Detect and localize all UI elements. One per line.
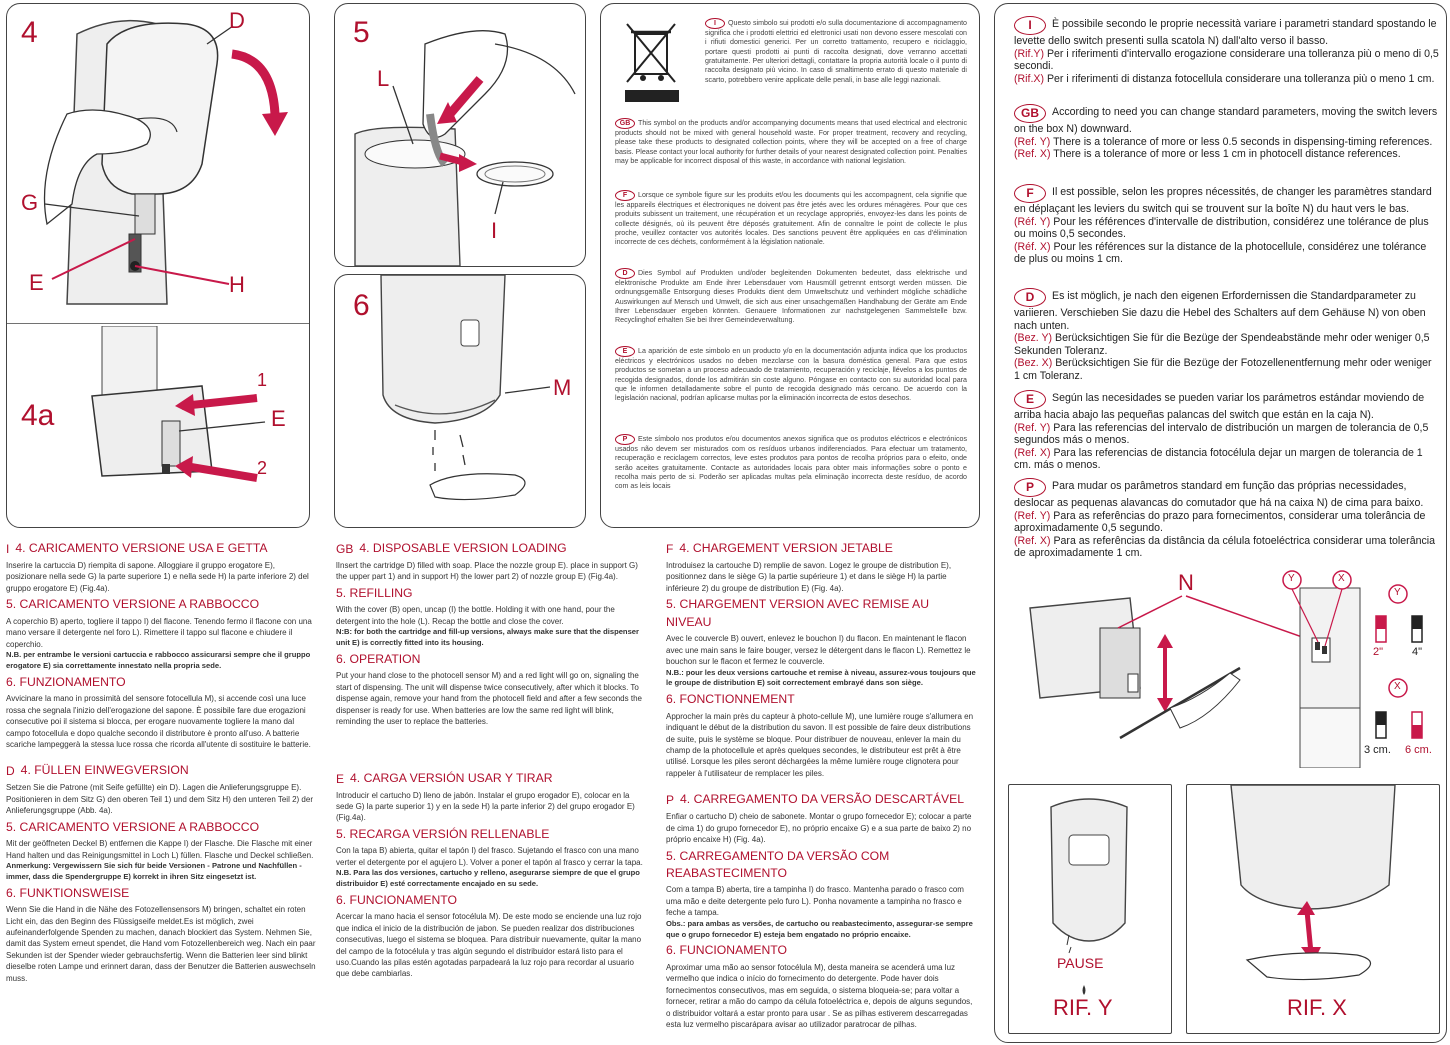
section-body: Introducir el cartucho D) lleno de jabón. Instalar el grupo erogador E), colocar en la sede G) la parte superior 1) y en la sede H) la parte inferior 2) del grupo erogador E) (Fig.4a). xyxy=(336,790,635,823)
section-body: Setzen Sie die Patrone (mit Seife gefüllte) ein D). Lagen die Anlieferungsgruppe E). Positionieren in dem Sitz G) den oberen Teil 1) und dem Sitz H) den unteren Teil 2) der Anlieferungsgruppe (Abb. 4a). xyxy=(6,783,313,816)
disposal-text-F-body: Lorsque ce symbole figure sur les produits et/ou les documents qui les accompagnent, cela signifie que les appareils électriques et électroniques ne doivent pas être jetés avec les ordures ménagères. Pour que ces produits subissent un traitement, une récupération et un recyclage appropriés, envoyez-les dans les points de collecte désignés, où ils peuvent être déposés gratuitement. Afin de connaître le point de collecte le plus proche, veuillez contacter vos autorités locales. Des sanctions peuvent être appliquées en cas d'élimination incorrecte de ces déchets, conformément à la législation nationale. xyxy=(615,191,967,247)
config-main-F: Il est possible, selon les propres nécessités, de changer les paramètres standard en déplaçant les leviers du switch qui se trouvent sur la boîte N) du haut vers le bas. xyxy=(1014,186,1432,215)
ref-text: Per i riferimenti d'intervallo erogazione considerare una tolleranza più o meno di 0,5 secondi. xyxy=(1014,47,1439,72)
ref-text: Berücksichtigen Sie für die Bezüge der Spendeabstände mehr oder weniger 0,5 Sekunden Toleranz. xyxy=(1014,332,1430,357)
section-note: Obs.: para ambas as versões, de cartucho ou reabastecimento, assegurar-se sempre que o grupo fornecedor E) esteja bem engatado no próprio encaixe. xyxy=(666,918,973,939)
section-body: Enfiar o cartucho D) cheio de sabonete. Montar o grupo fornecedor E); colocar a parte de cima 1) do grupo fornecedor E), no próprio encaixe G) e a sua parte de baixo 2) no próprio encaixe H) (Fig. 4a). xyxy=(666,812,972,845)
disposal-text-E xyxy=(615,346,967,404)
section-heading: 5. RECARGA VERSIÓN RELLENABLE xyxy=(336,826,550,841)
label-X-right: X xyxy=(1394,681,1401,692)
instructions-column-1 xyxy=(6,538,316,984)
section-heading xyxy=(6,762,316,780)
section-heading xyxy=(666,791,976,809)
section-heading: 6. FUNKTIONSWEISE xyxy=(6,885,130,900)
disposal-text-I-body: Questo simbolo sui prodotti e/o sulla documentazione di accompagnamento significa che i prodotti elettrici ed elettronici usati non devono essere mescolati con i rifiuti domestici generici. Per un corretto trattamento, recupero e riciclaggio, portare questi prodotti ai punti di raccolta designati, dove verranno accettati gratuitamente. Per ulteriori dettagli, contattare la propria autorità locale o il punto di raccolta designato più vicino. In caso di smaltimento errato di questo materiale di scarto, potrebbero venire applicate delle penali, in base alle leggi nazionali. xyxy=(705,19,967,84)
section-title: 4. FÜLLEN EINWEGVERSION xyxy=(20,763,189,778)
section-note: N.B. per entrambe le versioni cartuccia e rabbocco assicurarsi sempre che il gruppo erogatore E) sia correttamente innestato nella propria sede. xyxy=(6,650,311,670)
section-heading xyxy=(336,770,646,788)
label-E: E xyxy=(29,270,44,295)
section-body: Avvicinare la mano in prossimità del sensore fotocellula M), si accende così una luce rossa che segnala l'inizio dell'erogazione del sapone. È possibile fare due erogazioni consecutive poi il sistema si blocca, per erogare nuovamente togliere la mano dal campo fotocellula e dopo qualche secondo il distributore è pronto all'uso. A batterie scariche lampeggerà la stessa luce rossa che ricorda all'utente di sostituire le batterie. xyxy=(6,694,311,749)
ref-label: (Ref. Y) xyxy=(1014,135,1051,148)
ref-label: (Ref. X) xyxy=(1014,534,1051,547)
label-I: I xyxy=(491,218,498,243)
y-switch-right-value: 4" xyxy=(1412,646,1423,658)
label-L: L xyxy=(377,66,390,91)
instructions-column-3 xyxy=(666,538,976,1031)
ref-label: (Bez. Y) xyxy=(1014,332,1053,344)
section-heading: 6. OPERATION xyxy=(336,651,421,666)
lang-tag-GB: GB xyxy=(336,542,354,556)
x-switch-left-value: 3 cm. xyxy=(1364,744,1391,756)
section-heading: 5. REFILLING xyxy=(336,585,413,600)
section-title: 4. DISPOSABLE VERSION LOADING xyxy=(359,541,567,555)
label-1: 1 xyxy=(257,370,268,390)
ref-label: (Réf. Y) xyxy=(1014,215,1051,228)
section-heading: 5. CARREGAMENTO DA VERSÃO COM REABASTECIMENTO xyxy=(666,848,890,880)
label-Y-right: Y xyxy=(1394,587,1401,598)
section-title: 4. CARGA VERSIÓN USAR Y TIRAR xyxy=(350,770,553,785)
figure-panel-6 xyxy=(334,274,586,528)
lang-tag-E: E xyxy=(1014,390,1046,409)
section-body: Inserire la cartuccia D) riempita di sapone. Alloggiare il gruppo erogatore E), posizionare nella sede G) la parte superiore 1) e nella sede H) la parte inferiore 2) del gruppo erogatore E) (Fig.4a). xyxy=(6,561,309,593)
section-heading: 5. CARICAMENTO VERSIONE A RABBOCCO xyxy=(6,819,260,834)
lang-tag-F: F xyxy=(666,542,674,556)
ref-text: There is a tolerance of more or less 0.5 seconds in dispensing-timing references. xyxy=(1053,135,1433,148)
disposal-text-E-body: La aparición de este simbolo en un producto y/o en la documentación adjunta indica que los productos eléctricos y electrónicos usados no deben mezclarse con la basura doméstica general. Para que estos productos se sometan a un proceso adecuado de tratamiento, recuperación y reciclaje, llévelos a los puntos de recogida designados, donde los admitirán sin coste alguno. Póngase en contacto con su autoridad local para que le informen detalladamente sobre el punto de recogida designado más cercano. De acuerdo con la legislación nacional, podrían aplicarse multas por la eliminación incorrecta de estos desechos. xyxy=(615,347,967,403)
ref-text: Per i riferimenti di distanza fotocellula considerare una tolleranza più o meno 1 cm. xyxy=(1046,72,1435,85)
config-main-GB: According to need you can change standard parameters, moving the switch levers on the box N) downward. xyxy=(1014,106,1438,135)
section-body: Approcher la main près du capteur à photo-cellule M), une lumière rouge s'allumera en indiquant le début de la distribution du savon. Il est possible de faire deux distributions de suite, puis le système se bloque. Pour distribuer de nouveau, enlever la main du champ de la photocellule et après quelques secondes, le distributeur est prêt à être utilisé. Lorsque les piles seront déchargées la même lumière rouge clignotera pour rappeler à l'utilisateur de remplacer les piles. xyxy=(666,711,974,778)
figure-4a-illustration xyxy=(7,326,309,526)
ref-label: (Ref. Y) xyxy=(1014,509,1051,522)
section-title: 4. CARICAMENTO VERSIONE USA E GETTA xyxy=(15,541,268,555)
ref-text: Berücksichtigen Sie für die Bezüge der Fotozellenentfernung mehr oder weniger 1 cm Toleranz. xyxy=(1014,357,1432,382)
lang-tag-P: P xyxy=(615,434,635,445)
pause-label: PAUSE xyxy=(1057,955,1104,971)
config-main-P: Para mudar os parâmetros standard em função das próprias necessidades, deslocar as pequenas alavancas do comutador que há na caixa N) de cima para baixo. xyxy=(1014,480,1424,509)
ref-text: Para as referências da distância da célula fotoeléctrica considerar uma tolerância de aproximadamente 1 cm. xyxy=(1014,534,1436,559)
section-heading: 6. FONCTIONNEMENT xyxy=(666,692,795,707)
section-note: N.B. Para las dos versiones, cartucho y relleno, asegurarse siempre de que el grupo distribuidor E) esté correctamente encajado en su sede. xyxy=(336,868,640,888)
label-M: M xyxy=(553,375,572,400)
section-heading: 5. CARICAMENTO VERSIONE A RABBOCCO xyxy=(6,597,260,612)
lang-tag-I: I xyxy=(6,542,10,556)
x-switch-right-value: 6 cm. xyxy=(1405,744,1432,756)
label-X-top: X xyxy=(1338,573,1345,584)
ref-label: (Rif.Y) xyxy=(1014,47,1045,60)
rif-x-panel xyxy=(1186,784,1440,1034)
lang-tag-D: D xyxy=(1014,288,1046,307)
disposal-text-I xyxy=(705,18,967,85)
rif-y-label: RIF. Y xyxy=(1053,995,1113,1020)
section-heading: 6. FUNCIONAMENTO xyxy=(666,943,787,958)
config-main-I: È possibile secondo le proprie necessità variare i parametri standard spostando le levette dello switch presenti sulla scatola N) dall'alto verso il basso. xyxy=(1014,18,1437,47)
lang-tag-F: F xyxy=(1014,184,1046,203)
lang-tag-E: E xyxy=(336,771,345,786)
ref-text: Para as referências do prazo para fornecimentos, considerar uma tolerância de aproximadamente 0,5 segundo. xyxy=(1014,509,1426,534)
ref-label: (Rif.X) xyxy=(1014,72,1045,85)
lang-tag-D: D xyxy=(615,268,635,279)
ref-text: Pour les références d'intervalle de distribution, considérez une tolérance de plus ou moins 0,5 secondes. xyxy=(1014,215,1429,240)
section-note: N.B.: pour les deux versions cartouche et remise à niveau, assurez-vous toujours que le groupe de distribution E) soit correctement embrayé dans son siège. xyxy=(666,667,976,688)
section-heading: 6. FUNZIONAMENTO xyxy=(6,674,126,689)
section-body: Put your hand close to the photocell sensor M) and a red light will go on, signaling the start of dispensing. The unit will dispense twice consecutively, after which it blocks. To dispense again, remove your hand from the photocell field and after a few seconds the dispenser is ready for use. When batteries are low the same red light will blink, reminding the user to replace the batteries. xyxy=(336,671,642,727)
lang-tag-GB: GB xyxy=(615,118,635,129)
figure-number-6: 6 xyxy=(353,289,370,322)
section-heading xyxy=(666,540,976,558)
section-heading xyxy=(336,540,646,558)
config-text-I xyxy=(1014,16,1440,85)
ref-label: (Bez. X) xyxy=(1014,357,1053,369)
section-body: Mit der geöffneten Deckel B) entfernen die Kappe I) der Flasche. Die Flasche mit einer Hand halten und das Reinigungsmittel in Loch L) füllen. Flasche und Deckel schließen. xyxy=(6,839,314,860)
lang-tag-F: F xyxy=(615,190,635,201)
section-heading: 6. FUNCIONAMENTO xyxy=(336,892,457,907)
label-N: N xyxy=(1178,570,1194,595)
config-main-D: Es ist möglich, je nach den eigenen Erfordernissen die Standardparameter zu variieren. Verschieben Sie dazu die Hebel des Schalters auf dem Gehäuse N) von oben nach unten. xyxy=(1014,290,1426,332)
figure-5-illustration xyxy=(335,4,585,266)
lang-tag-D: D xyxy=(6,764,15,779)
config-text-P xyxy=(1014,478,1440,560)
wheelie-bin-crossed-icon xyxy=(621,18,681,108)
section-body: With the cover (B) open, uncap (I) the bottle. Holding it with one hand, pour the detergent into the hole (L). Recap the bottle and close the cover. xyxy=(336,605,615,626)
disposal-text-GB xyxy=(615,118,967,166)
figure-panel-5 xyxy=(334,3,586,267)
section-body: lInsert the cartridge D) filled with soap. Place the nozzle group E). place in support G) the upper part 1) and in support H) the lower part 2) of nozzle group E) (Fig.4a). xyxy=(336,561,638,582)
section-body: Avec le couvercle B) ouvert, enlevez le bouchon I) du flacon. En maintenant le flacon avec une main sans le faire bouger, versez le détergent dans le flacon L). Remettez le bouchon sur le flacon et fermez le couvercle. xyxy=(666,634,971,667)
label-G: G xyxy=(21,190,39,215)
ref-label: (Réf. X) xyxy=(1014,240,1051,253)
config-text-F xyxy=(1014,184,1440,266)
label-Y-top: Y xyxy=(1288,573,1295,584)
label-D: D xyxy=(229,8,245,33)
ref-text: Pour les références sur la distance de la photocellule, considérez une tolérance de plus ou moins 1 cm. xyxy=(1014,240,1427,265)
ref-text: Para las referencias del intervalo de distribución un margen de tolerancia de 0,5 segundos más o menos. xyxy=(1014,421,1429,446)
ref-text: There is a tolerance of more or less 1 cm in photocell distance references. xyxy=(1053,148,1401,160)
disposal-text-D xyxy=(615,268,967,326)
section-heading xyxy=(6,540,316,558)
figure-6-illustration xyxy=(335,275,585,527)
figure-4-illustration xyxy=(7,4,309,324)
disposal-panel xyxy=(600,3,980,528)
section-heading: 5. CHARGEMENT VERSION AVEC REMISE AU NIVEAU xyxy=(666,597,929,629)
lang-tag-P: P xyxy=(1014,478,1046,497)
config-text-GB xyxy=(1014,104,1440,161)
disposal-text-D-body: Dies Symbol auf Produkten und/oder begleitenden Dokumenten bedeutet, dass elektrische und elektronische Produkte am Ende ihrer Lebensdauer vom Hausmüll getrennt entsorgt werden müssen. Die ordnungsgemäße Entsorgung dieses Produkts dient dem Umweltschutz und verhindert mögliche schädliche Auswirkungen auf Mensch und Umwelt, die sich aus einer unsachgemäßen Handhabung der Geräte am Ende Ihrer Lebensdauer ergeben könnten. Genauere Informationen zur nachstgelegenen Sammelstelle bzw. Recyclinghof erhalten Sie bei Ihrer Gemeindeverwaltung. xyxy=(615,269,967,325)
figure-number-5: 5 xyxy=(353,16,370,49)
label-2: 2 xyxy=(257,458,268,478)
lang-tag-E: E xyxy=(615,346,635,357)
section-body: Introduisez la cartouche D) remplie de savon. Logez le groupe de distribution E), positionnez dans le siège G) la partie supérieure 1) et dans le siège H) la partie inférieure 2) du groupe de distribution E) (Fig. 4a). xyxy=(666,561,952,593)
section-note: Anmerkung: Vergewissern Sie sich für beide Versionen - Patrone und Nachfüllen - immer, dass die Spendergruppe E) korrekt in ihren Sitz eingesetzt ist. xyxy=(6,861,302,881)
y-switch-left-value: 2" xyxy=(1373,646,1384,658)
figure-number-4a: 4a xyxy=(21,399,55,432)
rif-x-label: RIF. X xyxy=(1287,995,1347,1020)
config-text-D xyxy=(1014,288,1440,382)
disposal-text-GB-body: This symbol on the products and/or accompanying documents means that used electrical and electronic products should not be mixed with general household waste. For proper treatment, recovery and recycling, please take these products to designated collection points, where they will be accepted on a free of charge basis. Please contact your local authority for further details of your nearest designated collection point. Penalties may be applicable for incorrect disposal of this waste, in accordance with national legislation. xyxy=(615,119,967,166)
section-body: Acercar la mano hacia el sensor fotocélula M). De este modo se enciende una luz rojo que indica el inicio de la distribución de jabon. Se pueden realizar dos distribuciones consecutivas, luego el sistema se bloquea. Para distribuir nuevamente, quitar la mano del campo de la fotocélula y tras algún segundo el distribuidor estará listo para el uso.Cuando las pilas estén agotadas parpadeará la luz rojo para recordar al usuario que debe cambiarlas. xyxy=(336,912,642,979)
section-body: Con la tapa B) abierta, quitar el tapón I) del frasco. Sujetando el frasco con una mano verter el detergente por el agujero L). Volver a poner el tapón al frasco y cerrar la tapa. xyxy=(336,846,643,867)
section-body: Wenn Sie die Hand in die Nähe des Fotozellensensors M) bringen, schaltet ein roten Licht ein, das den Beginn des Flüssigseife meldet.Es ist möglich, zwei aufeinanderfolgende Spenden zu machen, danach blockiert das System. Nehmen Sie, damit das System erneut spendet, die Hand vom Fotozellenbereich weg. Nach ein paar Sekunden ist der Spender wieder gebrauchsfertig. Wenn die Batterien leer sind blinkt dieselbe roten Lampe und erinnert daran, dass der Benutzer die Batterien auswechseln muss. xyxy=(6,905,316,983)
disposal-text-P xyxy=(615,434,967,492)
rif-y-panel xyxy=(1008,784,1172,1034)
label-H: H xyxy=(229,272,245,297)
ref-label: (Ref. X) xyxy=(1014,446,1051,459)
section-note: N:B: for both the cartridge and fill-up versions, always make sure that the dispenser unit E) is correctly fitted into its housing. xyxy=(336,627,639,648)
label-E-4a: E xyxy=(271,406,286,431)
lang-tag-I: I xyxy=(1014,16,1046,35)
disposal-text-F xyxy=(615,190,967,248)
section-body: A coperchio B) aperto, togliere il tappo I) del flacone. Tenendo fermo il flacone con una mano versare il detergente nel foro L). Rimettere il tappo sul flacone e chiudere il coperchio. xyxy=(6,616,312,649)
section-body: Com a tampa B) aberta, tire a tampinha I) do frasco. Mantenha parado o frasco com uma mão e deite detergente pelo furo L). Ponha novamente a tampinha no frasco e feche a tampa. xyxy=(666,885,964,918)
ref-text: Para las referencias de distancia fotocélula dejar un margen de tolerancia de 1 cm. más o menos. xyxy=(1014,446,1423,471)
figure-panel-4 xyxy=(6,3,310,528)
figure-number-4: 4 xyxy=(21,16,38,49)
disposal-text-P-body: Este símbolo nos produtos e/ou documentos anexos significa que os produtos eléctricos e electrónicos usados não devem ser misturados com os resíduos urbanos indiferenciados. Para efectuar um tratamento, recuperação e reciclagem correctos, leve estes produtos para pontos de recolha próprios para o efeito, onde serão aceites gratuitamente. Contacte as autoridades locais para obter mais informações sobre o ponto e recolha mais perto de si. Poderão ser aplicadas multas pela eliminação incorrecta deste resíduo, de acordo com as leis locais xyxy=(615,435,967,491)
section-body: Aproximar uma mão ao sensor fotocélula M), desta maneira se acenderá uma luz vermelho que indica o início do fornecimento do detergente. Pode haver dois fornecimentos consecutivos, mas em seguida, o sistema bloqueia-se; para voltar a fornecer, retirar a mão do campo da célula fotoeléctrica e, depois de alguns segundos, o distribuidor voltará a estar pronto para usar . Se as pilhas estiverem descarregadas esta luz vermelho piscarápara avisar ao utilizador paratrocar de pilhas. xyxy=(666,962,973,1030)
ref-label: (Ref. Y) xyxy=(1014,421,1051,434)
config-text-E xyxy=(1014,390,1440,472)
switch-diagram xyxy=(1000,568,1440,768)
lang-tag-GB: GB xyxy=(1014,104,1046,123)
config-main-E: Según las necesidades se pueden variar los parámetros estándar moviendo de arriba hacia abajo las pequeñas palancas del switch que están en la caja N). xyxy=(1014,392,1425,421)
section-title: 4. CARREGAMENTO DA VERSÃO DESCARTÁVEL xyxy=(680,792,965,807)
ref-label: (Ref. X) xyxy=(1014,148,1051,160)
lang-tag-P: P xyxy=(666,793,675,808)
instructions-column-2 xyxy=(336,538,646,980)
lang-tag-I: I xyxy=(705,18,725,29)
section-title: 4. CHARGEMENT VERSION JETABLE xyxy=(679,541,893,555)
